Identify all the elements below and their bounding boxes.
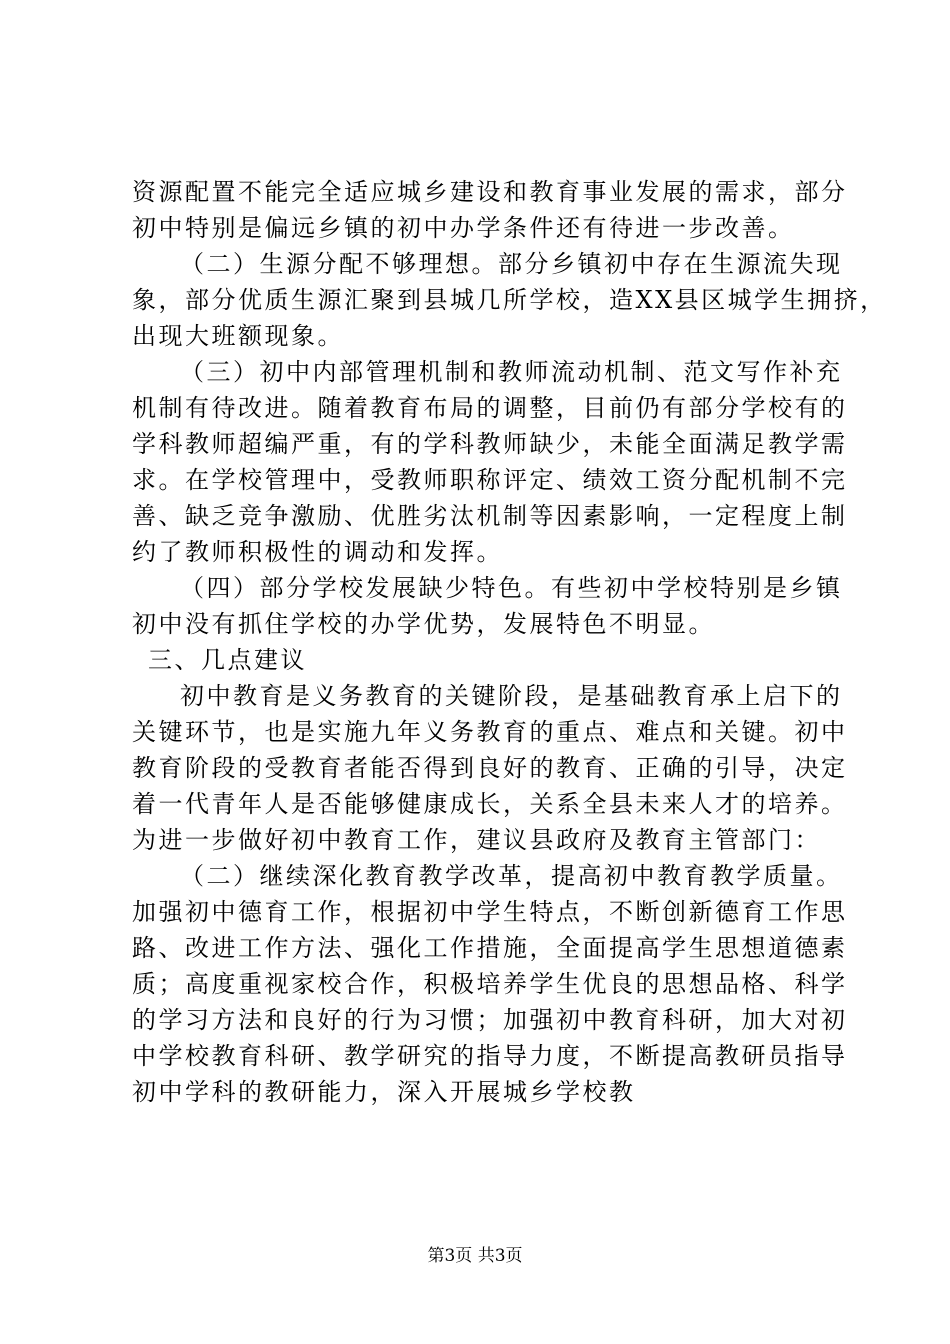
text-line: 善、缺乏竞争激励、优胜劣汰机制等因素影响，一定程度上制 [132,502,848,530]
footer-page-total: 共3页 [477,1246,523,1266]
text-line: 学科教师超编严重，有的学科教师缺少，未能全面满足教学需 [132,430,848,458]
page-footer [0,1244,950,1268]
text-line: 关键环节，也是实施九年义务教育的重点、难点和关键。初中 [132,718,848,746]
text-line: （三）初中内部管理机制和教师流动机制、范文写作补充 [180,358,843,386]
text-line: 资源配置不能完全适应城乡建设和教育事业发展的需求，部分 [132,178,848,206]
text-line: 的学习方法和良好的行为习惯；加强初中教育科研，加大对初 [132,1006,848,1034]
text-line: 初中没有抓住学校的办学优势，发展特色不明显。 [132,610,715,638]
text-line: 路、改进工作方法、强化工作措施，全面提高学生思想道德素 [132,934,848,962]
text-line: （二）生源分配不够理想。部分乡镇初中存在生源流失现 [180,250,843,278]
text-line: 出现大班额现象。 [132,322,344,350]
text-line: 象，部分优质生源汇聚到县城几所学校，造XX县区城学生拥挤， [132,286,887,314]
section-heading: 三、几点建议 [148,646,307,674]
text-line: 初中特别是偏远乡镇的初中办学条件还有待进一步改善。 [132,214,795,242]
text-line: 约了教师积极性的调动和发挥。 [132,538,503,566]
text-line: 初中学科的教研能力，深入开展城乡学校教 [132,1078,636,1106]
text-line: （四）部分学校发展缺少特色。有些初中学校特别是乡镇 [180,574,843,602]
document-body [132,174,887,1110]
text-line: 教育阶段的受教育者能否得到良好的教育、正确的引导，决定 [132,754,848,782]
text-line: 求。在学校管理中，受教师职称评定、绩效工资分配机制不完 [132,466,848,494]
text-line: 加强初中德育工作，根据初中学生特点，不断创新德育工作思 [132,898,848,926]
text-line: 初中教育是义务教育的关键阶段，是基础教育承上启下的 [180,682,843,710]
text-line: 着一代青年人是否能够健康成长，关系全县未来人才的培养。 [132,790,848,818]
text-line: 中学校教育科研、教学研究的指导力度，不断提高教研员指导 [132,1042,848,1070]
text-line: 质；高度重视家校合作，积极培养学生优良的思想品格、科学 [132,970,848,998]
text-line: （二）继续深化教育教学改革，提高初中教育教学质量。 [180,862,843,890]
text-line: 机制有待改进。随着教育布局的调整，目前仍有部分学校有的 [132,394,848,422]
text-line: 为进一步做好初中教育工作，建议县政府及教育主管部门： [132,826,821,854]
footer-page-current: 第3页 [427,1246,473,1266]
